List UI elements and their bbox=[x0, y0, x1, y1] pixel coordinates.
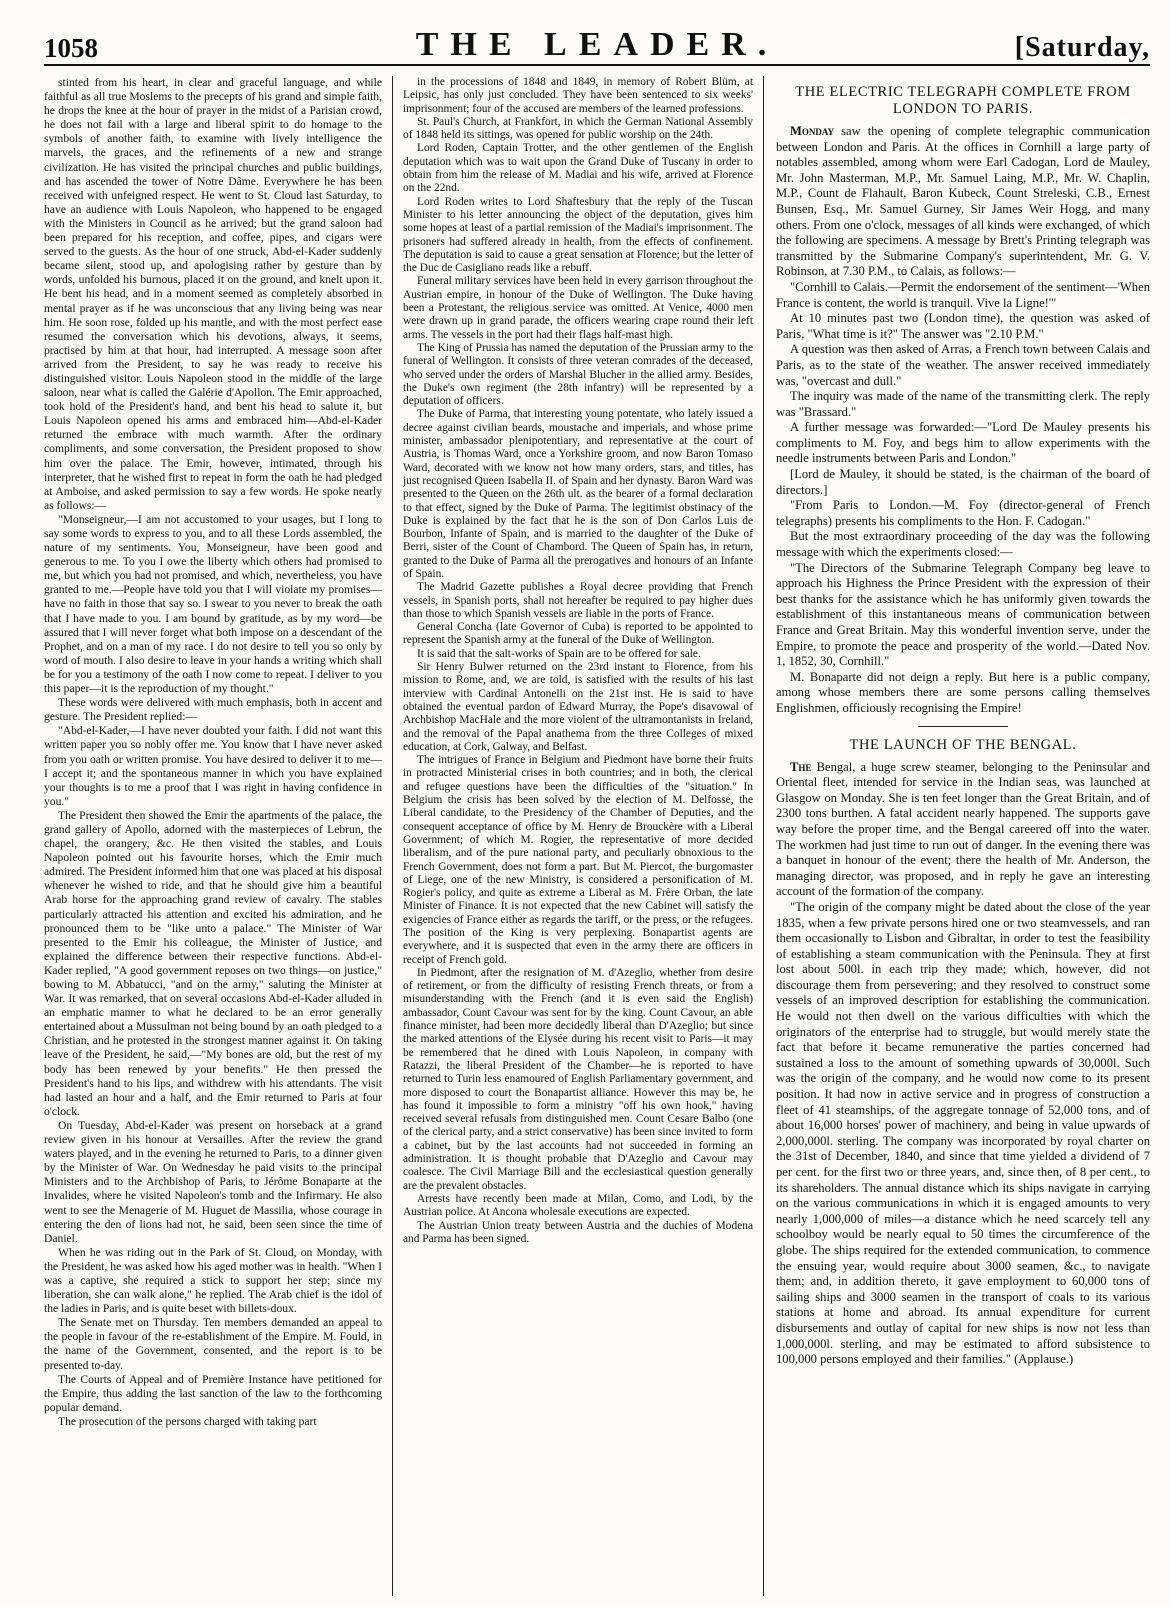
col2-paragraph: Funeral military services have been held in every garrison throughout the Austrian empire, in honour of the Duke of Wellington. The Duke having been a Protestant, the religious service was omitted. At Venice, 4000 men were drawn up in grand parade, the officers wearing crape round their left arms. The vessels in the port had their flags half-mast high. bbox=[403, 275, 753, 341]
column-2 bbox=[392, 76, 764, 1596]
col1-paragraph: "Monseigneur,—I am not accustomed to your usages, but I long to say some words to express to you, and to all these Lords assembled, the nature of my sentiments. You, Monseigneur, have been good and generous to me. To you I owe the liberty which others had promised to me, but which you had not promised, and which, nevertheless, you have granted to me.—People have told you that I will violate my promises—have no faith in those that say so. I swear to you never to break the oath that I have made to you. I am bound by gratitude, as by my word—be assured that I will never forget what both impose on a descendant of the Prophet, and on a man of my race. I do not desire to tell you so only by word of mouth. I also desire to leave in your hands a writing which shall be for you a testimony of the oath I now come to repeat. I deliver to you this paper—it is the reproduction of my thought." bbox=[44, 512, 382, 696]
telegraph-paragraph: M. Bonaparte did not deign a reply. But here is a public company, among whose members there are some persons calling themselves Englishmen, officiously recognising the Empire! bbox=[776, 669, 1150, 715]
col2-paragraph: Lord Roden writes to Lord Shaftesbury that the reply of the Tuscan Minister to his letter announcing the object of the deputation, gives him some hopes at least of a partial remission of the Madiai's imprisonment. The prisoners had suffered already in health, from the effects of confinement. The deputation is said to cause a great sensation at Florence; but the letter of the Duc de Casigliano reads like a rebuff. bbox=[403, 195, 753, 275]
col2-paragraph: The Austrian Union treaty between Austria and the duchies of Modena and Parma has been signed. bbox=[403, 1219, 753, 1245]
col1-paragraph: stinted from his heart, in clear and graceful language, and while faithful as all true Moslems to the precepts of his grand and simple faith, he drops the knee at the hour of prayer in the midst of a Parisian crowd, he does not fail with a large and liberal spirit to do homage to the symbols of another faith, to examine with lively intelligence the marvels, the graces, and the refinements of a new and strange civilization. He has visited the principal churches and public buildings, and has ascended the tower of Notre Dâme. Everywhere he has been received with unfeigned respect. He went to St. Cloud last Saturday, to have an audience with Louis Napoleon, who happened to be engaged with the Ministers in Council as he arrived; but the grand saloon had been prepared for his reception, and coffee, pipes, and cigars were served to the guests. As the hour of one struck, Abd-el-Kader suddenly became silent, stood up, and apologising rather by gesture than by words, unfolded his burnous, placed it on the ground, and knelt upon it. He bent his head, and in a moment seemed as completely absorbed in mental prayer as if he was unconscious that any living being was near him. He soon rose, folded up his mantle, and with the most perfect ease resumed the conversation which his devotions, always, it seems, practised by him at that hour, had interrupted. A message soon after arrived from the President, to say he was ready to receive his distinguished visitor. Louis Napoleon stood in the middle of the large saloon, near what is called the Galérie d'Apollon. The Emir approached, took hold of the President's hand, and bent his head to salute it, but Louis Napoleon opened his arms and embraced him—Abd-el-Kader returned the embrace with much warmth. After the ordinary compliments, and some conversation, the President proposed to show him over the palace. The Emir, however, intimated, through his interpreter, that he wished first to repeat in form the oath he had pledged at Amboise, and asked permission to say a few words. He spoke nearly as follows:— bbox=[44, 76, 382, 512]
col2-paragraph: The intrigues of France in Belgium and Piedmont have borne their fruits in protracted Ministerial crises in both countries; and in both, the clerical and refugee questions have been the difficulties of the "situation." In Belgium the crisis has been solved by the election of M. Delfosse, the Liberal candidate, to the Presidency of the Chamber of Deputies, and the consequent acceptance of office by M. Henry de Brouckère with a Liberal Government; of which M. Rogier, the representative of more decided liberalism, and of the pure national party, and peculiarly obnoxious to the French Government, does not form a part. But M. Piercot, the burgomaster of Liege, one of the new Ministry, is considered a personification of M. Rogier's policy, and quite as extreme a Liberal as M. Frère Orban, the late Minister of Finance. It is not expected that the new Cabinet will satisfy the exigencies of France either as regards the tariff, or the press, or the refugees. The position of the King is very perplexing. Bonapartist agents are everywhere, and it is suspected that even in the army there are officers in receipt of French gold. bbox=[403, 754, 753, 966]
col2-paragraph: St. Paul's Church, at Frankfort, in which the German National Assembly of 1848 held its sittings, was opened for public worship on the 24th. bbox=[403, 115, 753, 142]
telegraph-paragraph: At 10 minutes past two (London time), the question was asked of Paris, "What time is it?" The answer was "2.10 P.M." bbox=[776, 311, 1150, 341]
column-3 bbox=[764, 76, 1150, 1596]
col2-paragraph: In Piedmont, after the resignation of M. d'Azeglio, whether from desire of retirement, or from the difficulty of resisting French threats, or from a misunderstanding with the French (and it is even said the English) ambassador, Count Cavour was sent for by the king. Count Cavour, an able finance minister, had been more decidedly liberal than D'Azeglio; but since the marked attentions of the Elysée during his recent visit to Paris—it may be remembered that he dined with Louis Napoleon, in company with Ratazzi, the liberal President of the Chamber—he is reported to have returned to Turin less enamoured of English Parliamentary government, and more disposed to court the Bonapartist alliance. However this may be, he has found it impossible to form a ministry "off his own hook," having received several refusals from distinguished men. Count Cesare Balbo (one of the clerical party, and a strict conservative) has been since invited to form a cabinet, but by the last accounts had not succeeded in forming an administration. It is thought probable that D'Azeglio and Cavour may coalesce. The Civil Marriage Bill and the ecclesiastical question generally are the prevalent obstacles. bbox=[403, 966, 753, 1192]
col1-paragraph: When he was riding out in the Park of St. Cloud, on Monday, with the President, he was asked how his aged mother was in health. "When I was a captive, she required a stick to support her step; since my liberation, she can walk alone," he replied. The Arab chief is the idol of the ladies in Paris, and is quite beset with billets-doux. bbox=[44, 1245, 382, 1316]
telegraph-first-text: saw the opening of complete telegraphic communication between London and Paris. At the offices in Cornhill a large party of notables assembled, among whom were Earl Cadogan, Lord de Mauley, Mr. John Masterman, M.P., Mr. Samuel Laing, M.P., Mr. W. Chaplin, M.P., Count de Flahault, Baron Kubeck, Count Streleski, C.B., Ernest Bunsen, Esq., Mr. Samuel Gurney, Sir James Weir Hogg, and many others. From one o'clock, messages of all kinds were exchanged, of which the following are specimens. A message by Brett's Printing telegraph was transmitted by the Submarine Company's superintendent, Mr. G. V. Robinson, at 7.30 P.M., to Calais, as follows:— bbox=[776, 124, 1150, 279]
col2-paragraph: in the processions of 1848 and 1849, in memory of Robert Blüm, at Leipsic, has only just concluded. They have been sentenced to six weeks' imprisonment; four of the accused are members of the learned professions. bbox=[403, 76, 753, 115]
col1-paragraph: The Courts of Appeal and of Première Instance have petitioned for the Empire, thus adding the last sanction of the law to the forthcoming popular demand. bbox=[44, 1372, 382, 1414]
telegraph-headline: THE ELECTRIC TELEGRAPH COMPLETE FROM LONDON TO PARIS. bbox=[795, 84, 1131, 117]
col1-paragraph: "Abd-el-Kader,—I have never doubted your faith. I did not want this written paper you so nobly offer me. You know that I have never asked from you oath or written promise. You have desired to deliver it to me—I accept it; and the spontaneous manner in which you have explained your thoughts is to me a proof that I was right in having confidence in you." bbox=[44, 724, 382, 808]
newspaper-title: THE LEADER. bbox=[415, 26, 779, 63]
col2-paragraph: The Duke of Parma, that interesting young potentate, who lately issued a decree against civilian beards, moustache and imperials, and whose prime minister, ambassador plenipotentiary, and representative at the court of Austria, is Thomas Ward, once a Yorkshire groom, and now Baron Tomaso Ward, decorated with we know not how many orders, stars, and titles, has just recognised Queen Isabella II. of Spain and her dynasty. Baron Ward was presented to the Queen on the 26th ult. as the bearer of a formal declaration to that effect, signed by the Duke of Parma. The legitimist obstinacy of the Duke is explained by the fact that he is the son of Don Carlos Luis de Bourbon, Infante of Spain, and is married to the daughter of the Duke of Berri, sister of the Count of Chambord. The Queen of Spain has, in return, granted to the Duke of Parma all the prerogatives and honours of an Infante of Spain. bbox=[403, 408, 753, 580]
page-number: 1058 bbox=[44, 33, 98, 63]
bengal-lead-word: The bbox=[790, 759, 812, 774]
columns bbox=[44, 76, 1150, 1596]
bengal-paragraph: "The origin of the company might be dated about the close of the year 1835, when a few private persons hired one or two steamvessels, and ran them occasionally to Lisbon and Gibraltar, in order to test the feasibility of establishing a steam communication with the Peninsula. They at first lost about 500l. in each trip they made; which, however, did not discourage them from persevering; and they resolved to construct some vessels of an improved description for establishing the communication. He would not then dwell on the various difficulties with which the originators of the enterprise had to struggle, but would merely state the fact that before it became remunerative the parties concerned had sustained a loss to the amount of something upwards of 30,000l. Such was the origin of the company, and he would now come to its present position. It had now in active service and in progress of construction a fleet of 41 steamships, of the aggregate tonnage of 52,000 tons, and of about 16,000 horses' power of machinery, and being in value upwards of 2,000,000l. sterling. The company was incorporated by royal charter on the 31st of December, 1840, and since that time yielded a dividend of 7 per cent. for the first two or three years, and, since then, of 8 per cent., to its shareholders. The annual distance which its ships navigate in carrying on the various communications in which it is engaged amounts to very nearly 1,000,000 of miles—a distance which he need scarcely tell any schoolboy would be nearly equal to 50 times the circumference of the globe. The ships required for the extended communication, to commence the ensuing year, would require about 3000 seamen, &c., to navigate them; and, in addition thereto, it gave employment to 60,000 tons of sailing ships and 3000 seamen in the transport of coals to its various stations at home and abroad. Its annual expenditure for current disbursements and outlay of capital for new ships is now not less than 1,000,000l. sterling, and may be estimated to afford subsistence to 100,000 persons employed and their families." (Applause.) bbox=[776, 899, 1150, 1367]
col1-paragraph: The President then showed the Emir the apartments of the palace, the grand gallery of Apollo, adorned with the masterpieces of Lebrun, the chapel, the orangery, &c. He then visited the stables, and Louis Napoleon pointed out his favourite horses, which the Emir much admired. The President informed him that one was placed at his disposal whenever he wished to ride, and that he should give him a beautiful Arab horse for the approaching grand review of cavalry. The stables particularly attracted his attention and excited his admiration, and he pronounced them to be "like unto a palace." The Minister of War presented to the Emir his colleague, the Minister of Justice, and explained the difference between their respective functions. Abd-el-Kader replied, "A good government reposes on two things—on justice," bowing to M. Abbatucci, "and on the army," saluting the Minister at War. It was remarked, that on several occasions Abd-el-Kader alluded in an emphatic manner to what he declared to be an error generally entertained about a Mussulman not being bound by an oath pledged to a Christian, and he protested in the strongest manner against it. On taking leave of the President, he said,—"My bones are old, but the rest of my body has been renewed by your benefits." He then pressed the President's hand to his lips, and withdrew with his attendants. The visit had lasted an hour and a half, and the Emir returned to Paris at four o'clock. bbox=[44, 808, 382, 1118]
masthead bbox=[44, 18, 1150, 66]
telegraph-paragraph: "Cornhill to Calais.—Permit the endorsement of the sentiment—'When France is content, the world is tranquil. Vive la Ligne!'" bbox=[776, 279, 1150, 310]
telegraph-paragraph: "From Paris to London.—M. Foy (director-general of French telegraphs) presents his compliments to the Hon. F. Cadogan." bbox=[776, 498, 1150, 528]
telegraph-paragraph: "The Directors of the Submarine Telegraph Company beg leave to approach his Highness the Prince President with the expression of their best thanks for the assistance which he has uniformly given towards the establishment of this instantaneous means of communication between France and Great Britain. May this wonderful invention serve, under the Empire, to promote the peace and prosperity of the world.—Dated Nov. 1, 1852, 30, Cornhill." bbox=[776, 560, 1150, 669]
col1-paragraph: The prosecution of the persons charged with taking part bbox=[58, 1414, 317, 1428]
col2-paragraph: It is said that the salt-works of Spain are to be offered for sale. bbox=[417, 647, 701, 660]
telegraph-paragraph: But the most extraordinary proceeding of the day was the following message with which the experiments closed:— bbox=[776, 529, 1150, 560]
bengal-headline: THE LAUNCH OF THE BENGAL. bbox=[849, 736, 1077, 753]
col1-paragraph: On Tuesday, Abd-el-Kader was present on horseback at a grand review given in his honour at Versailles. After the review the grand waters played, and in the evening he returned to Paris, to a dinner given by the Minister of War. On Wednesday he paid visits to the principal Ministers and to the Archbishop of Paris, to Jérôme Bonaparte at the Invalides, where he visited Napoleon's tomb and the Infirmary. He also went to see the Menagerie of M. Huguet de Massilia, whose courage in entering the den of lions had not, he said, been seen since the time of Daniel. bbox=[44, 1118, 382, 1245]
bengal-first-paragraph bbox=[776, 760, 1150, 900]
column-1 bbox=[44, 76, 392, 1596]
telegraph-paragraph: A further message was forwarded:—"Lord De Mauley presents his compliments to M. Foy, and begs him to allow experiments with the needle instruments between Paris and London." bbox=[776, 420, 1150, 466]
bengal-first-text: Bengal, a huge screw steamer, belonging to the Peninsular and Oriental fleet, intended for service in the Indian seas, was launched at Glasgow on Monday. She is ten feet longer than the Great Britain, and of 2300 tons burthen. A fatal accident nearly happened. The supports gave way before the proper time, and the Bengal careered off into the water. The workmen had just time to run out of danger. In the evening there was a banquet in honour of the event; there the health of Mr. Anderson, the managing director, was proposed, and in reply he gave an interesting account of the formation of the company. bbox=[776, 759, 1150, 899]
col2-paragraph: Sir Henry Bulwer returned on the 23rd instant to Florence, from his mission to Rome, and, we are told, is satisfied with the results of his last interview with Cardinal Antonelli on the 21st inst. He is said to have obtained the eventual pardon of Edward Murray, the Pope's disavowal of Archbishop MacHale and the more violent of the ultramontanists in Ireland, and the removal of the Papal anathema from the three Colleges of mixed education, at Cork, Galway, and Belfast. bbox=[403, 661, 753, 753]
telegraph-paragraph: The inquiry was made of the name of the transmitting clerk. The reply was "Brassard." bbox=[776, 389, 1150, 419]
col2-paragraph: Arrests have recently been made at Milan, Como, and Lodi, by the Austrian police. At Ancona wholesale executions are expected. bbox=[403, 1192, 753, 1219]
telegraph-paragraph: [Lord de Mauley, it should be stated, is the chairman of the board of directors.] bbox=[776, 467, 1150, 497]
col1-paragraph: The Senate met on Thursday. Ten members demanded an appeal to the people in favour of the re-establishment of the Empire. M. Fould, in the name of the Government, consented, and the report is to be presented to-day. bbox=[44, 1316, 382, 1372]
col2-paragraph: Lord Roden, Captain Trotter, and the other gentlemen of the English deputation which was to wait upon the Grand Duke of Tuscany in order to obtain from him the release of M. Madiai and his wife, arrived at Florence on the 22nd. bbox=[403, 142, 753, 195]
issue-day: [Saturday, bbox=[1014, 32, 1150, 63]
telegraph-lead-word: Monday bbox=[790, 124, 835, 138]
section-divider bbox=[918, 726, 1008, 727]
telegraph-first-paragraph bbox=[776, 124, 1150, 280]
col2-paragraph: General Concha (late Governor of Cuba) is reported to be appointed to represent the Spanish army at the funeral of the Duke of Wellington. bbox=[403, 621, 753, 647]
col2-paragraph: The King of Prussia has named the deputation of the Prussian army to the funeral of Wellington. It consists of three veteran comrades of the deceased, who served under the orders of Marshal Blucher in the allied army. Besides, the Duke's own regiment (the 28th infantry) will be represented by a deputation of officers. bbox=[403, 341, 753, 408]
telegraph-paragraph: A question was then asked of Arras, a French town between Calais and Paris, as to the state of the weather. The answer received immediately was, "overcast and dull." bbox=[776, 342, 1150, 388]
col1-paragraph: These words were delivered with much emphasis, both in accent and gesture. The President replied:— bbox=[44, 696, 382, 724]
col2-paragraph: The Madrid Gazette publishes a Royal decree providing that French vessels, in Spanish ports, shall not hereafter be required to pay higher dues than those to which Spanish vessels are liable in the ports of France. bbox=[403, 581, 753, 620]
